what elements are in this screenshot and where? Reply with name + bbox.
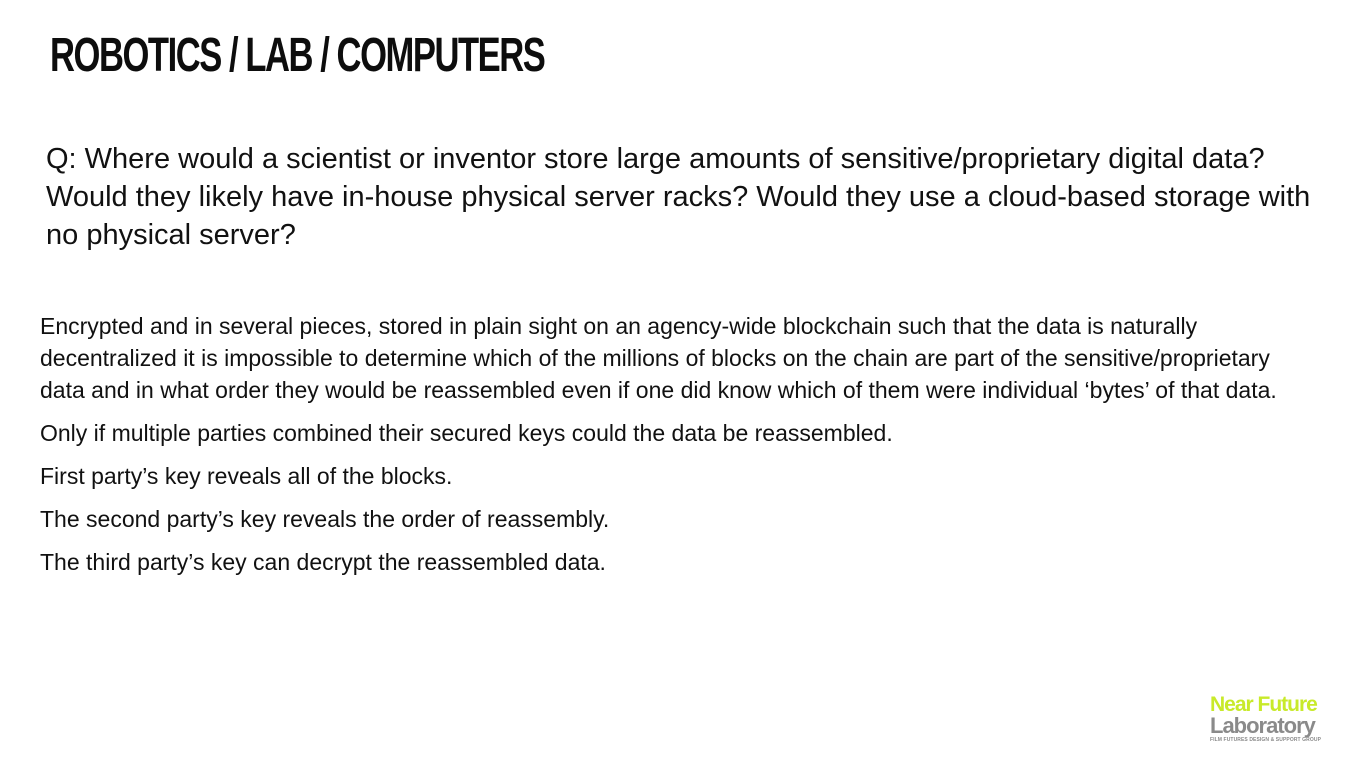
logo-tagline: FILM FUTURES DESIGN & SUPPORT GROUP <box>1210 737 1322 743</box>
answer-paragraph: The second party’s key reveals the order of reassembly. <box>40 506 610 532</box>
answer-paragraph: Only if multiple parties combined their secured keys could the data be reassembled. <box>40 420 893 446</box>
answer-paragraph: The third party’s key can decrypt the reassembled data. <box>40 549 606 575</box>
answer-paragraph: First party’s key reveals all of the blocks. <box>40 463 453 489</box>
logo-line-near-future: Near Future <box>1210 693 1317 716</box>
answer-paragraph: Encrypted and in several pieces, stored in plain sight on an agency-wide blockchain such that the data is naturally decentralized it is impossible to determine which of the millions of blocks on the chain are part of the sensitive/proprietary data and in what order they would be reassembled even if one did know which of them were individual ‘bytes’ of that data. <box>40 313 1277 403</box>
near-future-laboratory-logo <box>1210 694 1350 748</box>
section-title: ROBOTICS / LAB / COMPUTERS <box>50 29 545 82</box>
logo-line-laboratory: Laboratory <box>1210 713 1315 738</box>
answer-block <box>40 310 1315 589</box>
question-text: Q: Where would a scientist or inventor store large amounts of sensitive/proprietary digital data? Would they likely have in-house physical server racks? Would they use a cloud-based storage with no physical server? <box>46 143 1311 251</box>
